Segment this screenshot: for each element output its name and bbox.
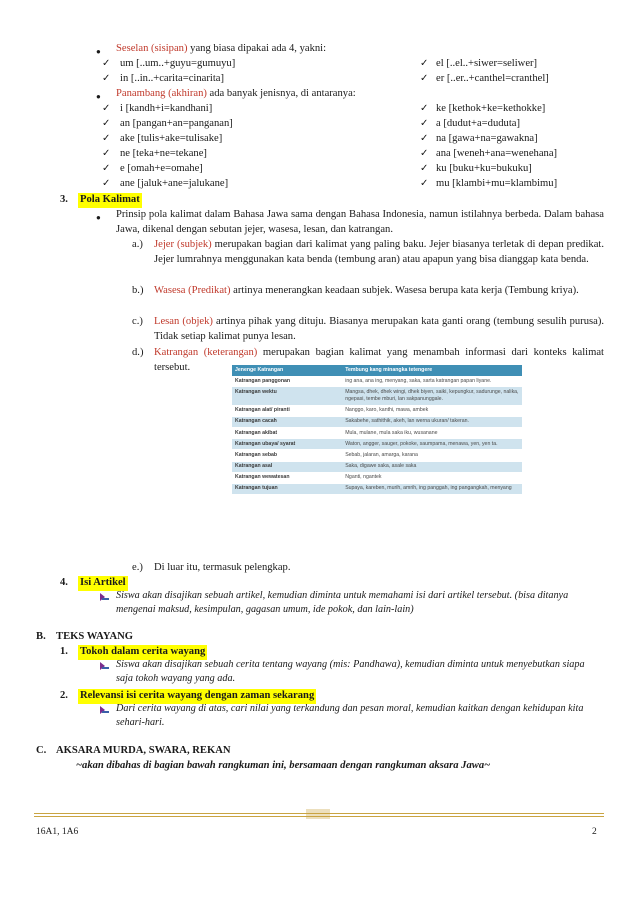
table-cell: Katrangan cacah xyxy=(232,416,342,427)
seselan-term: Seselan (sisipan) xyxy=(116,43,188,54)
item-mark: b.) xyxy=(132,285,144,296)
check-icon: ✓ xyxy=(102,103,111,114)
section-b-letter: B. xyxy=(36,631,46,642)
jejer-item xyxy=(154,238,604,267)
table-cell: Saka, digawe saka, asale saka xyxy=(342,461,522,472)
table-row xyxy=(232,461,522,472)
table-cell: Katrangan akibat xyxy=(232,428,342,439)
pelengkap-item: Di luar itu, termasuk pelengkap. xyxy=(154,562,291,573)
table-cell: Katrangan sebab xyxy=(232,450,342,461)
check-icon: ✓ xyxy=(102,178,111,189)
panambang-item: a [dudut+a=duduta] xyxy=(436,118,521,129)
pola-intro: Prinsip pola kalimat dalam Bahasa Jawa sama dengan Bahasa Indonesia, namun istilahnya berbeda. Dalam bahasa Jawa, dikenal dengan sebutan jejer, wasesa, lesan, dan katrangan. xyxy=(116,209,604,235)
table-cell: Nganti, ngantek xyxy=(342,472,522,483)
check-icon: ✓ xyxy=(102,73,111,84)
section-b-heading: TEKS WAYANG xyxy=(56,631,134,642)
arrow-bullet-icon xyxy=(100,592,109,601)
katrangan-table-image xyxy=(232,365,522,495)
panambang-text: ada banyak jenisnya, di antaranya: xyxy=(206,88,356,99)
check-icon: ✓ xyxy=(420,58,429,69)
check-icon: ✓ xyxy=(102,118,111,129)
check-icon: ✓ xyxy=(102,163,111,174)
table-row xyxy=(232,483,522,494)
panambang-item: an [pangan+an=panganan] xyxy=(120,118,233,129)
seselan-item: er [..er..+canthel=cranthel] xyxy=(436,73,549,84)
panambang-item: mu [klambi+mu=klambimu] xyxy=(436,178,558,189)
table-cell: Supaya, kareben, murih, amrih, ing panggah, ing pangangkah, menyang xyxy=(342,483,522,494)
table-cell: Katrangan asal xyxy=(232,461,342,472)
check-icon: ✓ xyxy=(420,103,429,114)
item-mark: d.) xyxy=(132,347,144,358)
bullet-icon: ● xyxy=(96,213,101,222)
table-cell: Katrangan panggonan xyxy=(232,376,342,387)
table-cell: ing ana, ana ing, menyang, saka, sarta katrangan papan liyane. xyxy=(342,376,522,387)
aksara-note: ~akan dibahas di bagian bawah rangkuman ini, bersamaan dengan rangkuman aksara Jawa~ xyxy=(76,760,491,771)
check-icon: ✓ xyxy=(420,163,429,174)
wayang-number: 1. xyxy=(60,646,68,657)
seselan-line xyxy=(116,42,326,57)
panambang-item: ku [buku+ku=bukuku] xyxy=(436,163,532,174)
table-cell: Katrangan wewatesan xyxy=(232,472,342,483)
artikel-number: 4. xyxy=(60,577,68,588)
katrangan-text: merupakan bagian kalimat yang menambah informasi dari konteks kalimat tersebut. xyxy=(154,347,604,373)
panambang-term: Panambang (akhiran) xyxy=(116,88,207,99)
section-c-heading: AKSARA MURDA, SWARA, REKAN xyxy=(56,745,231,756)
check-icon: ✓ xyxy=(420,118,429,129)
artikel-text: Siswa akan disajikan sebuah artikel, kemudian diminta untuk memahami isi dari artikel tersebut. (bisa ditanya mengenai maksud, kesimpulan, gagasan umum, ide pokok, dan lain-lain) xyxy=(116,590,569,616)
table-row xyxy=(232,450,522,461)
panambang-item: e [omah+e=omahe] xyxy=(120,163,203,174)
table-cell: Nanggo, karo, kanthi, mawa, ambek xyxy=(342,405,522,416)
table-cell: Sakabehe, sathithik, akeh, lan werna ukuran/ takeran. xyxy=(342,416,522,427)
table-header: Tembung kang minangka tetengere xyxy=(342,365,522,376)
jejer-text: merupakan bagian dari kalimat yang paling baku. Jejer biasanya terletak di depan predikat. Jejer lumrahnya menggunakan kata benda (tembung aran) atau apapun yang bisa dianggap kata benda. xyxy=(154,239,604,265)
wasesa-item xyxy=(154,284,604,299)
seselan-item: um [..um..+guyu=gumuyu] xyxy=(120,58,236,69)
page-number: 2 xyxy=(592,827,597,837)
section-c-letter: C. xyxy=(36,745,47,756)
table-row xyxy=(232,387,522,405)
check-icon: ✓ xyxy=(420,73,429,84)
arrow-bullet-icon xyxy=(100,705,109,714)
table-cell: Katrangan alat/ piranti xyxy=(232,405,342,416)
katrangan-table xyxy=(232,365,522,495)
table-row xyxy=(232,376,522,387)
seselan-item: el [..el..+siwer=seliwer] xyxy=(436,58,538,69)
table-cell: Mula, mulane, mula saka iku, wusanane xyxy=(342,428,522,439)
footer-left: 16A1, 1A6 xyxy=(36,827,79,837)
panambang-line xyxy=(116,87,356,102)
lesan-text: artinya pihak yang dituju. Biasanya merupakan kata ganti orang (tembung sesulih purusa). Tidak setiap kalimat punya lesan. xyxy=(154,316,604,342)
table-row xyxy=(232,416,522,427)
lesan-item xyxy=(154,315,604,344)
table-cell: Katrangan tujuan xyxy=(232,483,342,494)
item-mark: a.) xyxy=(132,239,143,250)
panambang-item: ane [jaluk+ane=jalukane] xyxy=(120,178,229,189)
table-row xyxy=(232,428,522,439)
seselan-text: yang biasa dipakai ada 4, yakni: xyxy=(187,43,327,54)
table-cell: Mangsa, dhek, dhek wingi, dhek biyen, saiki, kepungkur, sadurunge, nalika, ngepasi, tembe mburi, lan sakpanunggale. xyxy=(342,387,522,405)
wasesa-text: artinya menerangkan keadaan subjek. Wasesa berupa kata kerja (Tembung kriya). xyxy=(230,285,579,296)
check-icon: ✓ xyxy=(102,133,111,144)
panambang-item: i [kandh+i=kandhani] xyxy=(120,103,213,114)
panambang-item: ne [teka+ne=tekane] xyxy=(120,148,207,159)
check-icon: ✓ xyxy=(420,178,429,189)
table-cell: Katrangan wektu xyxy=(232,387,342,405)
wayang-heading: Tokoh dalam cerita wayang xyxy=(78,645,207,660)
arrow-bullet-icon xyxy=(100,661,109,670)
jejer-term: Jejer (subjek) xyxy=(154,239,212,250)
wayang-text: Siswa akan disajikan sebuah cerita tentang wayang (mis: Pandhawa), kemudian diminta untuk menyebutkan siapa saja tokoh wayang yang ada. xyxy=(116,659,585,685)
panambang-item: ke [kethok+ke=kethokke] xyxy=(436,103,546,114)
pola-number: 3. xyxy=(60,194,68,205)
bullet-icon: ● xyxy=(96,47,101,56)
katrangan-term: Katrangan (keterangan) xyxy=(154,347,258,358)
table-row xyxy=(232,405,522,416)
wayang-heading: Relevansi isi cerita wayang dengan zaman sekarang xyxy=(78,689,316,704)
lesan-term: Lesan (objek) xyxy=(154,316,213,327)
table-row xyxy=(232,472,522,483)
panambang-item: na [gawa+na=gawakna] xyxy=(436,133,538,144)
table-cell: Katrangan ubaya/ syarat xyxy=(232,439,342,450)
table-row xyxy=(232,439,522,450)
wayang-text: Dari cerita wayang di atas, cari nilai yang terkandung dan pesan moral, kemudian kaitkan dengan kehidupan kita sehari-hari. xyxy=(116,703,584,729)
table-cell: Waton, angger, sauger, pokoke, saumpama, menawa, yen, yen ta. xyxy=(342,439,522,450)
panambang-item: ana [weneh+ana=wenehana] xyxy=(436,148,558,159)
panambang-item: ake [tulis+ake=tulisake] xyxy=(120,133,223,144)
check-icon: ✓ xyxy=(420,148,429,159)
artikel-heading: Isi Artikel xyxy=(78,576,128,591)
table-header: Jenenge Katrangan xyxy=(232,365,342,376)
seselan-item: in [..in..+carita=cinarita] xyxy=(120,73,225,84)
footer-ornament xyxy=(306,809,330,819)
check-icon: ✓ xyxy=(420,133,429,144)
item-mark: e.) xyxy=(132,562,143,573)
pola-heading: Pola Kalimat xyxy=(78,193,142,208)
wayang-number: 2. xyxy=(60,690,68,701)
item-mark: c.) xyxy=(132,316,143,327)
check-icon: ✓ xyxy=(102,148,111,159)
bullet-icon: ● xyxy=(96,92,101,101)
table-cell: Sebab, jalaran, amarga, karana xyxy=(342,450,522,461)
wasesa-term: Wasesa (Predikat) xyxy=(154,285,231,296)
check-icon: ✓ xyxy=(102,58,111,69)
